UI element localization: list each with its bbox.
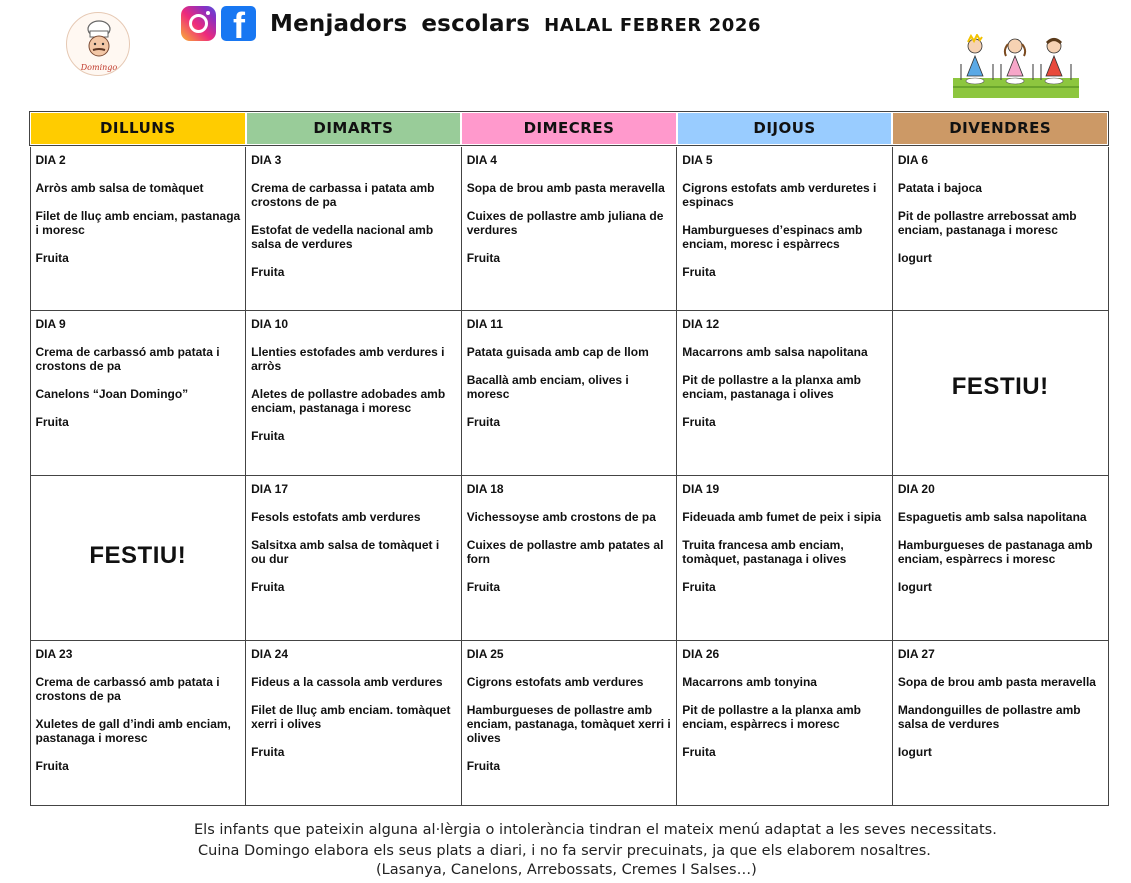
dish: Mandonguilles de pollastre amb salsa de verdures xyxy=(897,702,1081,731)
weekday-header-row xyxy=(30,112,1108,145)
title-subtitle: HALAL FEBRER 2026 xyxy=(544,15,762,36)
day-number: DIA 11 xyxy=(466,316,503,331)
dish: Vichessoyse amb crostons de pa xyxy=(466,509,656,524)
dessert: Fruita xyxy=(682,579,716,594)
day-cell xyxy=(892,475,1108,640)
day-number: DIA 3 xyxy=(251,152,282,167)
day-number: DIA 24 xyxy=(251,646,288,661)
dish: Patata guisada amb cap de llom xyxy=(466,344,649,359)
dessert: Fruita xyxy=(466,250,501,265)
dessert: Fruita xyxy=(35,758,69,773)
dish: Macarrons amb salsa napolitana xyxy=(682,344,868,359)
dessert: Fruita xyxy=(251,579,285,594)
dish: Bacallà amb enciam, olives i moresc xyxy=(466,372,629,401)
dessert: Iogurt xyxy=(897,250,932,265)
homemade-examples: (Lasanya, Canelons, Arrebossats, Cremes I Salses…) xyxy=(376,862,757,878)
day-cell xyxy=(246,640,462,805)
allergy-note: Els infants que pateixin alguna al·lèrgia o intolerància tindran el mateix menú adaptat a les seves necessitats. xyxy=(194,822,997,838)
day-cell xyxy=(677,310,893,475)
dish: Crema de carbassó amb patata i crostons de pa xyxy=(35,344,220,373)
dessert: Iogurt xyxy=(897,579,932,594)
day-number: DIA 27 xyxy=(897,646,935,661)
menu-table xyxy=(29,111,1109,806)
holiday-label: FESTIU! xyxy=(89,542,187,569)
day-number: DIA 12 xyxy=(682,316,720,331)
day-cell xyxy=(246,145,462,310)
dish: Xuletes de gall d’indi amb enciam, pastanaga i moresc xyxy=(35,716,231,745)
day-cell xyxy=(677,640,893,805)
dish: Hamburgueses d’espinacs amb enciam, moresc i espàrrecs xyxy=(682,222,863,251)
kids-at-table-illustration xyxy=(953,34,1079,98)
dish: Fideuada amb fumet de peix i sipia xyxy=(682,509,881,524)
dish: Cuixes de pollastre amb patates al forn xyxy=(466,537,664,566)
day-cell xyxy=(461,640,677,805)
day-cell xyxy=(677,475,893,640)
weekday-header-dijous: DIJOUS xyxy=(677,112,893,145)
dish: Espaguetis amb salsa napolitana xyxy=(897,509,1087,524)
dish: Hamburgueses de pollastre amb enciam, pastanaga, tomàquet xerri i olives xyxy=(466,702,671,745)
dish: Sopa de brou amb pasta meravella xyxy=(466,180,665,195)
day-number: DIA 26 xyxy=(682,646,720,661)
cuina-domingo-logo xyxy=(66,12,130,76)
weekday-header-divendres: DIVENDRES xyxy=(892,112,1108,145)
day-number: DIA 25 xyxy=(466,646,504,661)
dish: Fideus a la cassola amb verdures xyxy=(251,674,443,689)
dessert: Fruita xyxy=(35,414,69,429)
dish: Cigrons estofats amb verdures xyxy=(466,674,644,689)
day-number: DIA 18 xyxy=(466,481,504,496)
dish: Salsitxa amb salsa de tomàquet i ou dur xyxy=(251,537,440,566)
dish: Filet de lluç amb enciam, pastanaga i moresc xyxy=(35,208,241,237)
week-row xyxy=(30,310,1108,475)
dish: Crema de carbassó amb patata i crostons de pa xyxy=(35,674,220,703)
dish: Cigrons estofats amb verduretes i espinacs xyxy=(682,180,877,209)
weekday-header-dilluns: DILLUNS xyxy=(30,112,246,145)
dessert: Iogurt xyxy=(897,744,932,759)
dessert: Fruita xyxy=(682,744,716,759)
holiday-cell xyxy=(30,475,246,640)
menu-body xyxy=(30,145,1108,805)
dish: Truita francesa amb enciam, tomàquet, pastanaga i olives xyxy=(682,537,847,566)
day-cell xyxy=(461,475,677,640)
weekday-header-dimarts: DIMARTS xyxy=(246,112,462,145)
dish: Filet de lluç amb enciam. tomàquet xerri i olives xyxy=(251,702,451,731)
title-main: Menjadors xyxy=(270,11,408,37)
dish: Patata i bajoca xyxy=(897,180,982,195)
dessert: Fruita xyxy=(251,264,285,279)
dish: Canelons “Joan Domingo” xyxy=(35,386,189,401)
dish: Hamburgueses de pastanaga amb enciam, espàrrecs i moresc xyxy=(897,537,1093,566)
week-row xyxy=(30,145,1108,310)
dish: Sopa de brou amb pasta meravella xyxy=(897,674,1096,689)
day-number: DIA 6 xyxy=(897,152,929,167)
day-cell xyxy=(30,640,246,805)
day-number: DIA 5 xyxy=(682,152,713,167)
holiday-label: FESTIU! xyxy=(951,373,1049,400)
day-number: DIA 17 xyxy=(251,481,288,496)
dish: Pit de pollastre a la planxa amb enciam, pastanaga i olives xyxy=(682,372,862,401)
dish: Pit de pollastre a la planxa amb enciam, espàrrecs i moresc xyxy=(682,702,862,731)
dish: Macarrons amb tonyina xyxy=(682,674,817,689)
title-main-2: escolars xyxy=(421,11,531,37)
svg-text:Domingo: Domingo xyxy=(80,63,118,72)
dessert: Fruita xyxy=(682,264,716,279)
weekday-header-dimecres: DIMECRES xyxy=(461,112,677,145)
day-cell xyxy=(677,145,893,310)
dish: Cuixes de pollastre amb juliana de verdures xyxy=(466,208,664,237)
dish: Crema de carbassa i patata amb crostons de pa xyxy=(251,180,435,209)
week-row xyxy=(30,640,1108,805)
social-links xyxy=(181,6,256,41)
day-number: DIA 2 xyxy=(35,152,66,167)
dish: Aletes de pollastre adobades amb enciam, pastanaga i moresc xyxy=(251,386,446,415)
dessert: Fruita xyxy=(251,744,285,759)
homemade-note: Cuina Domingo elabora els seus plats a diari, i no fa servir precuinats, ja que els elaborem nosaltres. xyxy=(198,843,931,859)
instagram-icon[interactable] xyxy=(181,6,216,41)
dessert: Fruita xyxy=(466,758,501,773)
facebook-icon[interactable]: f xyxy=(221,6,256,41)
dish: Llenties estofades amb verdures i arròs xyxy=(251,344,445,373)
dessert: Fruita xyxy=(466,579,501,594)
day-cell xyxy=(892,145,1108,310)
day-cell xyxy=(30,145,246,310)
day-number: DIA 20 xyxy=(897,481,935,496)
dish: Fesols estofats amb verdures xyxy=(251,509,421,524)
day-number: DIA 4 xyxy=(466,152,497,167)
day-cell xyxy=(461,145,677,310)
dish: Estofat de vedella nacional amb salsa de verdures xyxy=(251,222,434,251)
dessert: Fruita xyxy=(251,428,285,443)
dessert: Fruita xyxy=(466,414,501,429)
dessert: Fruita xyxy=(682,414,716,429)
week-row xyxy=(30,475,1108,640)
dessert: Fruita xyxy=(35,250,69,265)
day-cell xyxy=(461,310,677,475)
day-cell xyxy=(892,640,1108,805)
page-title xyxy=(270,11,761,37)
day-cell xyxy=(246,475,462,640)
day-number: DIA 9 xyxy=(35,316,66,331)
dish: Pit de pollastre arrebossat amb enciam, pastanaga i moresc xyxy=(897,208,1077,237)
day-number: DIA 23 xyxy=(35,646,73,661)
dish: Arròs amb salsa de tomàquet xyxy=(35,180,204,195)
day-number: DIA 19 xyxy=(682,481,720,496)
day-number: DIA 10 xyxy=(251,316,288,331)
holiday-cell xyxy=(892,310,1108,475)
day-cell xyxy=(246,310,462,475)
day-cell xyxy=(30,310,246,475)
